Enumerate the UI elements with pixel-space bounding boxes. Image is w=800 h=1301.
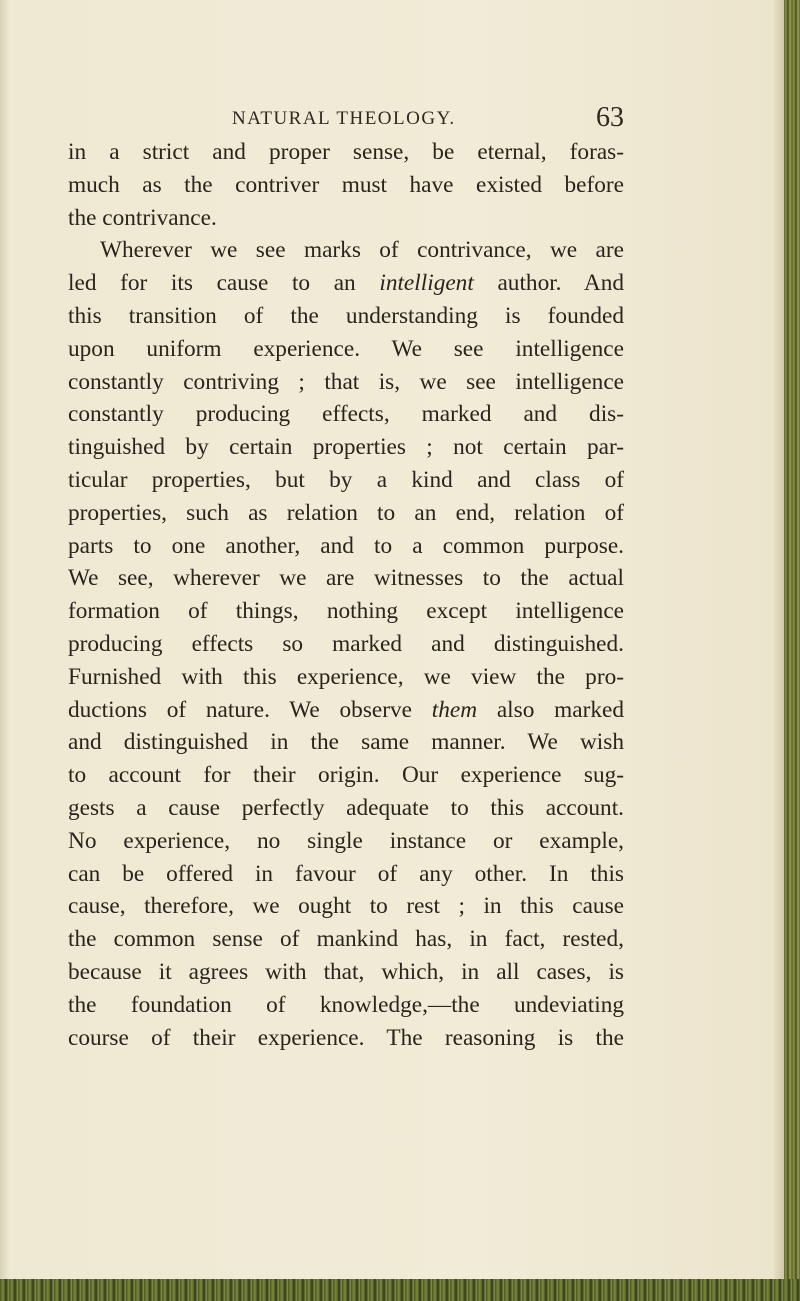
text-line: the common sense of mankind has, in fact, rested, <box>68 926 624 953</box>
book-cover-edge-right <box>784 0 800 1280</box>
text-line: course of their experience. The reasoning is the <box>68 1024 624 1051</box>
text-line <box>68 694 624 727</box>
text-line: formation of things, nothing except intelligence <box>68 598 624 625</box>
text-line: in a strict and proper sense, be eternal, foras- <box>68 139 624 165</box>
text-line: constantly producing effects, marked and dis- <box>68 401 624 428</box>
text-line: Furnished with this experience, we view the pro- <box>68 663 624 690</box>
text-line: producing effects so marked and distinguished. <box>68 630 624 657</box>
running-head-title: NATURAL THEOLOGY. <box>232 108 456 129</box>
text-line: properties, such as relation to an end, relation of <box>68 499 624 526</box>
text-line: much as the contriver must have existed before <box>68 171 624 198</box>
text-line: gests a cause perfectly adequate to this account. <box>68 794 624 821</box>
body-text <box>68 136 624 1054</box>
text-line <box>68 234 624 267</box>
text-line: ticular properties, but by a kind and class of <box>68 466 624 493</box>
page-number: 63 <box>596 102 624 133</box>
text-line: this transition of the understanding is founded <box>68 302 624 329</box>
text-line: upon uniform experience. We see intelligence <box>68 335 624 362</box>
text-line: because it agrees with that, which, in all cases, is <box>68 958 624 985</box>
text-line: the foundation of knowledge,—the undeviating <box>68 991 624 1018</box>
text-line: the contrivance. <box>68 204 217 231</box>
running-head <box>232 102 624 133</box>
page-gutter <box>0 0 10 1301</box>
text-segment: also marked <box>477 696 624 723</box>
text-line: cause, therefore, we ought to rest ; in this cause <box>68 893 624 920</box>
text-line <box>68 267 624 300</box>
text-line: tinguished by certain properties ; not certain par- <box>68 434 624 461</box>
text-line: to account for their origin. Our experience sug- <box>68 762 624 789</box>
text-segment: ductions of nature. We observe <box>68 696 432 723</box>
text-line: parts to one another, and to a common purpose. <box>68 532 624 559</box>
text-line: We see, wherever we are witnesses to the actual <box>68 565 624 592</box>
text-line: can be offered in favour of any other. In this <box>68 860 624 887</box>
page-edge-shadow <box>774 0 784 1280</box>
emphasis-text: intelligent <box>379 270 474 297</box>
text-line: constantly contriving ; that is, we see intelligence <box>68 368 624 395</box>
text-line: and distinguished in the same manner. We wish <box>68 729 624 756</box>
text-line: No experience, no single instance or example, <box>68 827 624 854</box>
text-segment: author. And <box>473 270 624 297</box>
book-cover-edge-bottom <box>0 1279 800 1301</box>
emphasis-text: them <box>431 696 478 723</box>
text-segment: Wherever we see marks of contrivance, we are <box>100 237 624 264</box>
text-segment: led for its cause to an <box>68 270 380 297</box>
